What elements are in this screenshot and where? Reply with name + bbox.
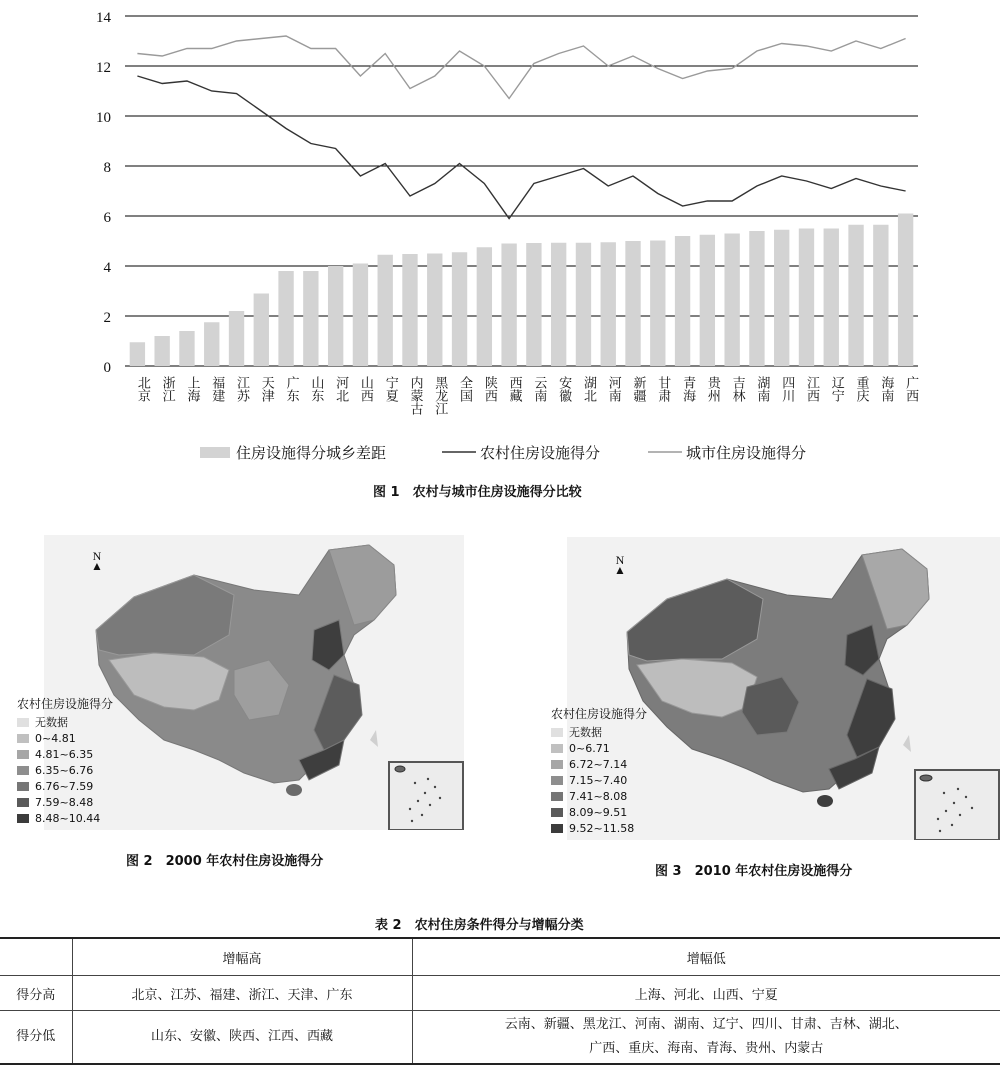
figure-1-chart bbox=[0, 0, 1000, 470]
bar bbox=[154, 336, 169, 366]
bar bbox=[278, 271, 293, 366]
bar bbox=[724, 234, 739, 367]
bar bbox=[204, 322, 219, 366]
x-tick-label: 河北 bbox=[333, 376, 349, 402]
bar bbox=[898, 214, 913, 367]
legend-swatch bbox=[17, 718, 29, 727]
x-tick-label: 青海 bbox=[680, 376, 696, 402]
bar bbox=[254, 294, 269, 367]
bar bbox=[526, 243, 541, 366]
bar bbox=[551, 243, 566, 366]
legend-label: 6.35~6.76 bbox=[35, 763, 94, 777]
x-tick-label: 上海 bbox=[184, 376, 200, 402]
south-sea-islands-icon bbox=[390, 763, 462, 829]
legend-label: 8.09~9.51 bbox=[569, 805, 628, 819]
legend-label: 6.72~7.14 bbox=[569, 757, 628, 771]
x-tick-label: 辽宁 bbox=[828, 376, 844, 402]
table-header-row bbox=[0, 938, 1000, 976]
table-row bbox=[0, 1011, 1000, 1065]
north-label: N bbox=[92, 549, 102, 563]
south-sea-islands-icon bbox=[916, 771, 998, 839]
legend-swatch bbox=[551, 808, 563, 817]
legend-item bbox=[17, 714, 113, 730]
bar bbox=[427, 254, 442, 367]
legend-label: 无数据 bbox=[569, 726, 602, 739]
north-label: N bbox=[615, 553, 625, 567]
north-arrow bbox=[614, 555, 626, 575]
legend-item bbox=[551, 740, 647, 756]
x-tick-label: 内蒙古 bbox=[407, 376, 423, 415]
map-2000-legend bbox=[17, 695, 113, 826]
cell-low-score-high-growth: 山东、安徽、陕西、江西、西藏 bbox=[72, 1011, 412, 1065]
bar bbox=[824, 229, 839, 367]
south-china-sea-inset bbox=[388, 761, 464, 830]
bar bbox=[402, 254, 417, 366]
bar bbox=[303, 271, 318, 366]
x-tick-label: 湖北 bbox=[580, 376, 596, 402]
series-line bbox=[137, 76, 905, 219]
legend-item bbox=[17, 746, 113, 762]
row-header-low-score: 得分低 bbox=[0, 1011, 72, 1065]
x-tick-label: 黑龙江 bbox=[432, 376, 448, 415]
legend-swatch bbox=[17, 734, 29, 743]
bar bbox=[848, 225, 863, 366]
x-tick-label: 广西 bbox=[903, 376, 919, 402]
x-tick-label: 甘肃 bbox=[655, 376, 671, 402]
x-tick-label: 北京 bbox=[134, 376, 150, 402]
bar bbox=[452, 252, 467, 366]
legend-swatch bbox=[551, 776, 563, 785]
x-tick-label: 云南 bbox=[531, 376, 547, 402]
legend-item bbox=[551, 724, 647, 740]
x-tick-label: 新疆 bbox=[630, 376, 646, 402]
bar bbox=[328, 266, 343, 366]
figure-2-caption: 图 2 2000 年农村住房设施得分 bbox=[126, 854, 324, 869]
x-tick-label: 宁夏 bbox=[382, 376, 398, 402]
legend-title: 农村住房设施得分 bbox=[17, 697, 114, 711]
legend-label: 7.41~8.08 bbox=[569, 789, 628, 803]
legend-item bbox=[17, 762, 113, 778]
legend-label: 0~6.71 bbox=[569, 741, 610, 755]
x-tick-label: 福建 bbox=[209, 376, 225, 402]
legend-swatch bbox=[551, 728, 563, 737]
legend-swatch bbox=[551, 760, 563, 769]
bar bbox=[873, 225, 888, 366]
legend-label: 7.15~7.40 bbox=[569, 773, 628, 787]
legend-items bbox=[17, 714, 113, 826]
legend-label: 住房设施得分城乡差距 bbox=[236, 444, 387, 462]
legend-item bbox=[551, 804, 647, 820]
legend-item bbox=[551, 756, 647, 772]
legend-label: 6.76~7.59 bbox=[35, 779, 94, 793]
legend-items bbox=[551, 724, 647, 836]
y-tick-label: 6 bbox=[103, 210, 111, 226]
legend-label: 9.52~11.58 bbox=[569, 821, 635, 835]
bar bbox=[501, 244, 516, 367]
x-tick-label: 湖南 bbox=[754, 376, 770, 402]
y-tick-label: 2 bbox=[103, 310, 111, 326]
north-arrow bbox=[91, 551, 103, 571]
legend-item bbox=[551, 788, 647, 804]
bar bbox=[229, 311, 244, 366]
x-tick-label: 安徽 bbox=[556, 376, 572, 402]
legend-swatch bbox=[551, 824, 563, 833]
bar bbox=[179, 331, 194, 366]
x-tick-label: 江苏 bbox=[234, 376, 250, 402]
bar bbox=[774, 230, 789, 366]
table-2-caption: 表 2 农村住房条件得分与增幅分类 bbox=[375, 918, 584, 933]
legend-label: 农村住房设施得分 bbox=[480, 444, 601, 462]
legend-label: 4.81~6.35 bbox=[35, 747, 94, 761]
bar bbox=[353, 264, 368, 367]
legend-swatch bbox=[551, 792, 563, 801]
y-tick-label: 10 bbox=[96, 110, 111, 126]
x-tick-label: 河南 bbox=[605, 376, 621, 402]
x-tick-label: 四川 bbox=[779, 376, 795, 402]
legend-swatch bbox=[17, 814, 29, 823]
map-2010-legend bbox=[551, 705, 647, 836]
figure-3-caption: 图 3 2010 年农村住房设施得分 bbox=[655, 864, 853, 879]
x-tick-label: 贵州 bbox=[704, 376, 720, 402]
row-header-high-score: 得分高 bbox=[0, 976, 72, 1011]
x-tick-label: 全国 bbox=[457, 376, 473, 402]
y-tick-label: 8 bbox=[103, 160, 111, 176]
legend-item bbox=[17, 778, 113, 794]
x-tick-label: 天津 bbox=[258, 376, 274, 402]
y-tick-label: 0 bbox=[103, 360, 111, 376]
bar bbox=[625, 241, 640, 366]
x-tick-label: 山西 bbox=[357, 376, 373, 402]
legend-swatch bbox=[17, 750, 29, 759]
column-header-low-growth: 增幅低 bbox=[412, 938, 1000, 976]
legend-swatch bbox=[551, 744, 563, 753]
bar bbox=[378, 255, 393, 366]
cell-line: 广西、重庆、海南、青海、贵州、内蒙古 bbox=[589, 1041, 824, 1056]
cell-high-score-low-growth: 上海、河北、山西、宁夏 bbox=[412, 976, 1000, 1011]
legend-item bbox=[17, 794, 113, 810]
x-tick-label: 江西 bbox=[803, 376, 819, 402]
cell-low-score-low-growth bbox=[412, 1011, 1000, 1065]
legend-item bbox=[551, 820, 647, 836]
legend-label: 8.48~10.44 bbox=[35, 811, 101, 825]
bar bbox=[601, 242, 616, 366]
legend-item bbox=[551, 772, 647, 788]
legend-swatch bbox=[17, 766, 29, 775]
classification-table bbox=[0, 937, 1000, 1065]
north-arrow-icon: ▲ bbox=[614, 563, 626, 577]
x-tick-label: 西藏 bbox=[506, 376, 522, 402]
x-tick-label: 吉林 bbox=[729, 376, 745, 402]
cell-line: 云南、新疆、黑龙江、河南、湖南、辽宁、四川、甘肃、吉林、湖北、 bbox=[504, 1017, 908, 1032]
bar bbox=[650, 241, 665, 367]
bar bbox=[130, 342, 145, 366]
x-tick-label: 广东 bbox=[283, 376, 299, 402]
x-tick-label: 海南 bbox=[878, 376, 894, 402]
legend-swatch bbox=[200, 447, 230, 458]
bar bbox=[675, 236, 690, 366]
legend-item bbox=[17, 810, 113, 826]
y-tick-label: 14 bbox=[96, 10, 111, 26]
bar bbox=[477, 247, 492, 366]
y-tick-label: 12 bbox=[96, 60, 111, 76]
legend-label: 无数据 bbox=[35, 716, 68, 729]
x-tick-label: 陕西 bbox=[481, 376, 497, 402]
series-line bbox=[137, 36, 905, 99]
table-row bbox=[0, 976, 1000, 1011]
legend-label: 7.59~8.48 bbox=[35, 795, 94, 809]
bar bbox=[799, 229, 814, 367]
legend-title: 农村住房设施得分 bbox=[551, 707, 648, 721]
cell-high-score-high-growth: 北京、江苏、福建、浙江、天津、广东 bbox=[72, 976, 412, 1011]
bar bbox=[576, 243, 591, 366]
north-arrow-icon: ▲ bbox=[91, 559, 103, 573]
x-tick-label: 山东 bbox=[308, 376, 324, 402]
bar bbox=[700, 235, 715, 366]
legend-swatch bbox=[17, 782, 29, 791]
table-corner-cell bbox=[0, 938, 72, 976]
x-tick-label: 浙江 bbox=[159, 376, 175, 402]
bar bbox=[749, 231, 764, 366]
column-header-high-growth: 增幅高 bbox=[72, 938, 412, 976]
figure-1-caption: 图 1 农村与城市住房设施得分比较 bbox=[373, 485, 582, 500]
legend-item bbox=[17, 730, 113, 746]
legend-label: 0~4.81 bbox=[35, 731, 76, 745]
legend-swatch bbox=[17, 798, 29, 807]
y-tick-label: 4 bbox=[103, 260, 111, 276]
legend-label: 城市住房设施得分 bbox=[686, 444, 807, 462]
x-tick-label: 重庆 bbox=[853, 376, 869, 402]
south-china-sea-inset bbox=[914, 769, 1000, 840]
